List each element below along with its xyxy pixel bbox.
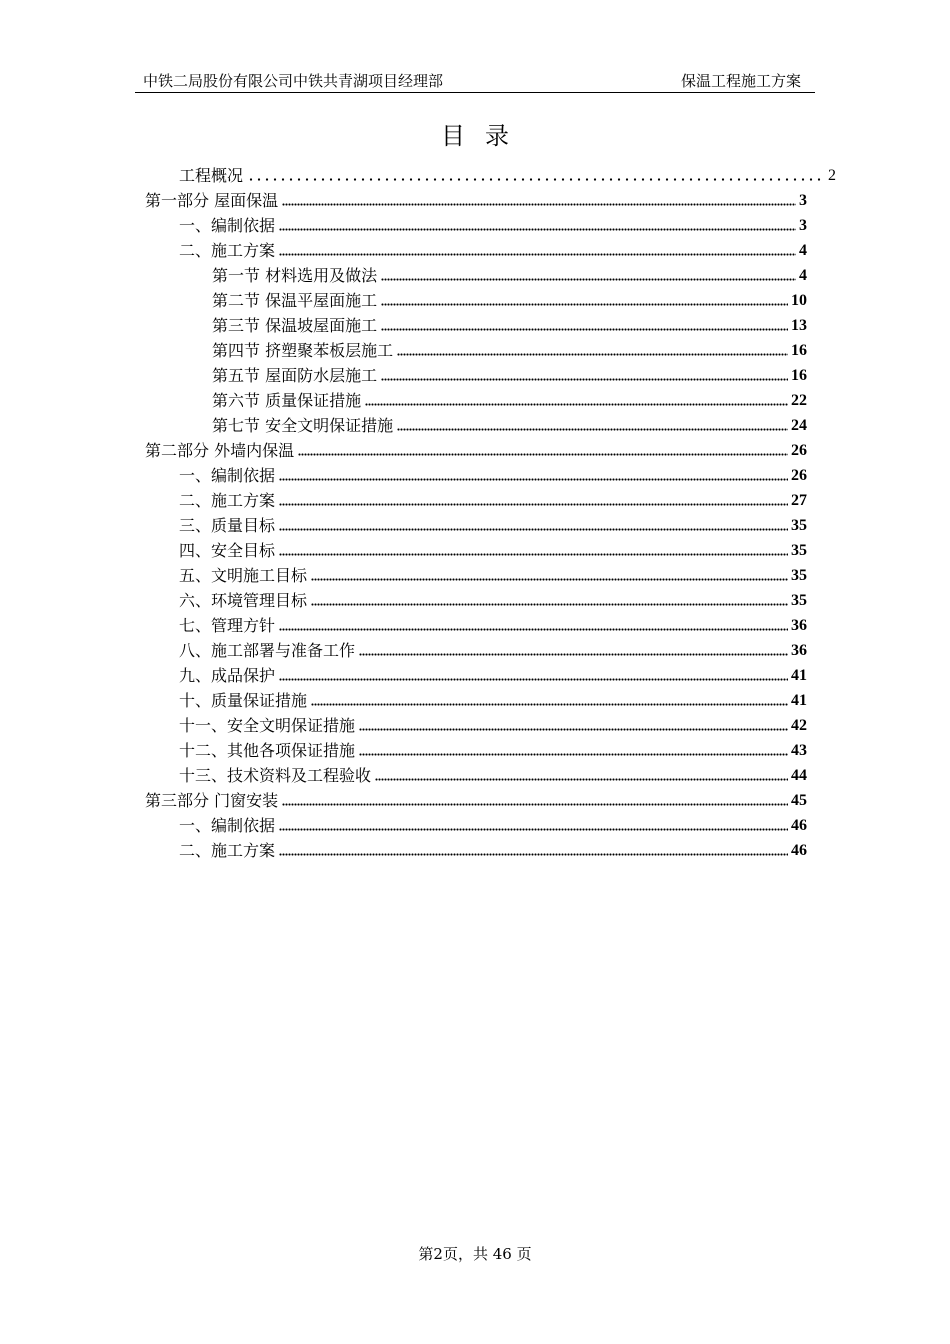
toc-entry-label: 第五节 屋面防水层施工	[212, 366, 378, 385]
header-organization: 中铁二局股份有限公司中铁共青湖项目经理部	[143, 72, 444, 90]
toc-leader-dots	[375, 778, 788, 781]
toc-leader-dots	[279, 503, 788, 506]
toc-entry-page: 45	[791, 792, 807, 809]
toc-entry[interactable]	[145, 789, 807, 811]
toc-leader-dots	[397, 428, 788, 431]
toc-entry-page: 36	[791, 617, 807, 634]
toc-entry[interactable]	[179, 639, 807, 661]
toc-entry-label: 一、编制依据	[179, 466, 276, 485]
toc-entry-label: 十、质量保证措施	[179, 691, 308, 710]
toc-leader-dots	[359, 753, 788, 756]
toc-entry-page: 35	[791, 542, 807, 559]
toc-leader-dots	[311, 703, 788, 706]
toc-entry-page: 2	[828, 167, 836, 184]
toc-entry-page: 4	[799, 242, 807, 259]
toc-entry-page: 35	[791, 592, 807, 609]
toc-entry-page: 16	[791, 342, 807, 359]
toc-entry[interactable]	[212, 364, 807, 386]
toc-entry-page: 26	[791, 442, 807, 459]
toc-entry[interactable]	[179, 164, 836, 186]
toc-entry-label: 六、环境管理目标	[179, 591, 308, 610]
toc-leader-dots	[381, 303, 788, 306]
toc-entry-label: 第二节 保温平屋面施工	[212, 291, 378, 310]
toc-entry-label: 第二部分 外墙内保温	[145, 441, 295, 460]
toc-entry[interactable]	[179, 614, 807, 636]
toc-leader-dots	[282, 803, 788, 806]
toc-leader-dots	[397, 353, 788, 356]
toc-leader-dots	[279, 828, 788, 831]
toc-entry-page: 35	[791, 517, 807, 534]
toc-entry[interactable]	[179, 464, 807, 486]
toc-entry-label: 十二、其他各项保证措施	[179, 741, 356, 760]
toc-entry[interactable]	[179, 514, 807, 536]
toc-entry[interactable]	[179, 539, 807, 561]
toc-entry-page: 41	[791, 667, 807, 684]
toc-entry[interactable]	[179, 239, 807, 261]
toc-entry[interactable]	[212, 264, 807, 286]
toc-entry[interactable]	[179, 814, 807, 836]
toc-entry[interactable]	[212, 414, 807, 436]
toc-leader-dots	[279, 628, 788, 631]
toc-leader-dots	[279, 478, 788, 481]
toc-entry-page: 44	[791, 767, 807, 784]
toc-entry-page: 3	[799, 192, 807, 209]
toc-entry[interactable]	[179, 564, 807, 586]
toc-entry[interactable]	[179, 664, 807, 686]
toc-entry-label: 十三、技术资料及工程验收	[179, 766, 372, 785]
toc-entry-page: 4	[799, 267, 807, 284]
toc-leader-dots	[279, 853, 788, 856]
toc-entry-label: 七、管理方针	[179, 616, 276, 635]
toc-entry-label: 十一、安全文明保证措施	[179, 716, 356, 735]
toc-entry-label: 第一节 材料选用及做法	[212, 266, 378, 285]
toc-entry-label: 二、施工方案	[179, 841, 276, 860]
toc-entry-label: 三、质量目标	[179, 516, 276, 535]
toc-entry[interactable]	[212, 289, 807, 311]
toc-entry-page: 22	[791, 392, 807, 409]
toc-leader-dots	[381, 378, 788, 381]
toc-entry-page: 43	[791, 742, 807, 759]
toc-entry-label: 第三部分 门窗安装	[145, 791, 279, 810]
toc-leader-dots	[365, 403, 788, 406]
toc-entry[interactable]	[179, 714, 807, 736]
toc-leader-dots	[359, 653, 788, 656]
toc-entry-label: 工程概况	[179, 166, 244, 185]
toc-entry-page: 27	[791, 492, 807, 509]
toc-leader-dots	[279, 528, 788, 531]
toc-entry[interactable]	[212, 339, 807, 361]
toc-entry[interactable]	[179, 839, 807, 861]
toc-entry-page: 10	[791, 292, 807, 309]
toc-entry-page: 36	[791, 642, 807, 659]
toc-entry-label: 第一部分 屋面保温	[145, 191, 279, 210]
toc-entry-page: 46	[791, 817, 807, 834]
toc-entry[interactable]	[179, 739, 807, 761]
toc-leader-dots	[282, 203, 796, 206]
toc-entry[interactable]	[212, 314, 807, 336]
toc-entry[interactable]	[145, 439, 807, 461]
toc-entry-page: 35	[791, 567, 807, 584]
page-title: 目录	[441, 122, 529, 150]
toc-entry-page: 24	[791, 417, 807, 434]
toc-entry[interactable]	[179, 689, 807, 711]
toc-entry-page: 26	[791, 467, 807, 484]
toc-leader-dots	[279, 253, 796, 256]
toc-leader-dots	[279, 228, 796, 231]
toc-leader-dots	[279, 678, 788, 681]
toc-entry-label: 四、安全目标	[179, 541, 276, 560]
toc-entry-label: 二、施工方案	[179, 491, 276, 510]
toc-leader-dots	[381, 278, 796, 281]
toc-entry-label: 第六节 质量保证措施	[212, 391, 362, 410]
toc-leader-dots	[381, 328, 788, 331]
header-document-title: 保温工程施工方案	[680, 72, 801, 90]
toc-entry-label: 第七节 安全文明保证措施	[212, 416, 394, 435]
toc-entry-page: 41	[791, 692, 807, 709]
toc-leader-dots	[279, 553, 788, 556]
toc-entry-label: 八、施工部署与准备工作	[179, 641, 356, 660]
toc-entry[interactable]	[179, 214, 807, 236]
toc-leader-dots	[247, 178, 825, 181]
toc-entry-page: 16	[791, 367, 807, 384]
toc-entry[interactable]	[179, 764, 807, 786]
toc-entry-label: 第三节 保温坡屋面施工	[212, 316, 378, 335]
toc-leader-dots	[311, 578, 788, 581]
toc-entry-label: 一、编制依据	[179, 216, 276, 235]
page-footer: 第2页，共 46 页	[418, 1245, 532, 1263]
toc-entry[interactable]	[179, 589, 807, 611]
toc-leader-dots	[359, 728, 788, 731]
toc-entry-label: 五、文明施工目标	[179, 566, 308, 585]
toc-leader-dots	[311, 603, 788, 606]
page-header	[135, 72, 815, 93]
toc-entry-page: 13	[791, 317, 807, 334]
toc-leader-dots	[298, 453, 788, 456]
toc-entry-page: 3	[799, 217, 807, 234]
toc-entry-label: 第四节 挤塑聚苯板层施工	[212, 341, 394, 360]
toc-entry-page: 42	[791, 717, 807, 734]
toc-entry-label: 九、成品保护	[179, 666, 276, 685]
toc-entry[interactable]	[145, 189, 807, 211]
toc-entry-page: 46	[791, 842, 807, 859]
toc-entry[interactable]	[212, 389, 807, 411]
toc-entry-label: 二、施工方案	[179, 241, 276, 260]
toc-entry-label: 一、编制依据	[179, 816, 276, 835]
toc-entry[interactable]	[179, 489, 807, 511]
